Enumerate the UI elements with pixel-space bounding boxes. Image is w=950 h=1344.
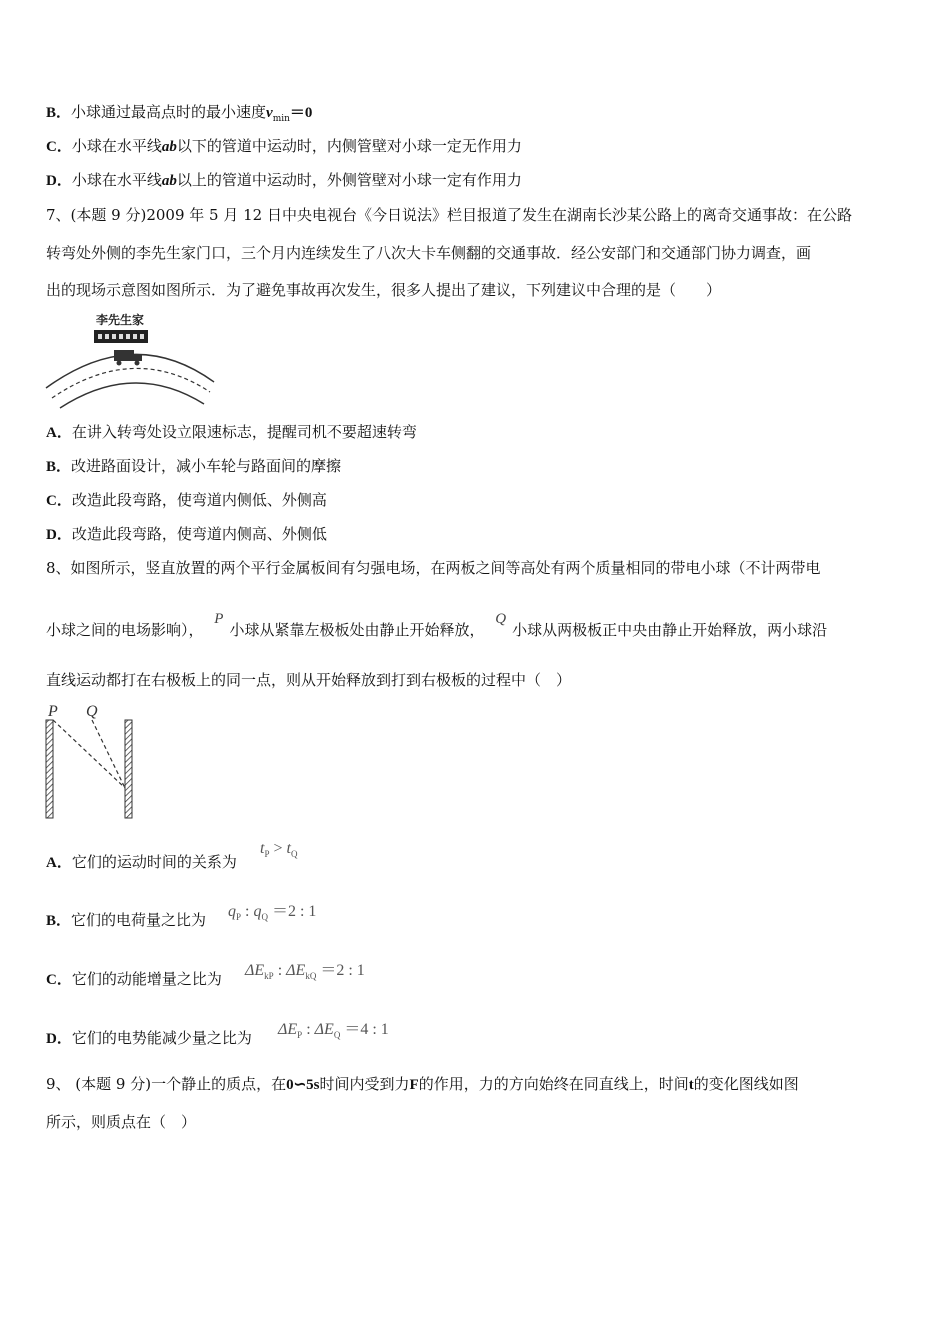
q6-option-b [46,102,312,125]
option-key: B． [46,105,72,121]
option-text: 改造此段弯路，使弯道内侧高、外侧低 [71,525,327,543]
figure-label-li-house: 李先生家 [96,313,145,327]
option-text: 小球通过最高点时的最小速度 [71,103,267,121]
math-sub: Q [261,912,268,922]
q8-option-a-formula [260,840,297,858]
left-plate [46,720,53,818]
stem-range: 0∽5s [286,1077,320,1093]
stem-text: 小球之间的电场影响）， [46,621,204,639]
math-op: : [273,962,287,979]
q7-option-b [46,456,341,477]
math-sub: P [264,849,270,859]
option-key: B． [46,459,72,475]
q9-stem-line-1 [46,1074,799,1095]
option-key: D． [46,527,72,543]
math-var: ab [161,139,177,155]
math-var: t [260,840,265,857]
math-tail: ＝4 : 1 [344,1021,389,1038]
math-var: ΔE [245,962,265,979]
option-text: 以下的管道中运动时，内侧管壁对小球一定无作用力 [176,137,522,155]
math-var: v [266,105,273,121]
path-p [53,720,125,788]
math-sub: P [297,1030,303,1040]
math-var: ab [161,173,177,189]
option-text: 它们的电势能减少量之比为 [71,1029,252,1047]
math-p [214,611,223,627]
stem-var-t: t [688,1077,694,1093]
math-tail: ＝2 : 1 [271,903,317,920]
math-var: q [253,903,262,920]
math-var: P [214,611,224,627]
q7-option-c [46,490,327,511]
math-sub: Q [290,849,298,859]
math-tail: ＝2 : 1 [320,962,365,979]
stem-text: 时间内受到力 [319,1075,410,1093]
option-text: 在讲入转弯处设立限速标志，提醒司机不要超速转弯 [71,423,417,441]
stem-text: 的作用，力的方向始终在同直线上，时间 [418,1075,689,1093]
math-sub: min [272,114,290,124]
q8-option-d-formula [278,1016,389,1039]
stem-text: 的变化图线如图 [693,1075,799,1093]
option-key: D． [46,1031,72,1047]
math-var: q [228,903,236,920]
option-key: B． [46,913,72,929]
stem-var-f: F [409,1077,419,1093]
stem-text: 9、 (本题 9 分)一个静止的质点，在 [46,1075,287,1093]
q6-option-c [46,136,522,157]
math-sub: P [236,912,242,922]
q8-option-b-formula [228,898,316,921]
option-text: 改进路面设计，减小车轮与路面间的摩擦 [71,457,342,475]
q7-stem-line-3: 出的现场示意图如图所示．为了避免事故再次发生，很多人提出了建议，下列建议中合理的是（ ） [46,281,722,299]
math-op: : [302,1021,315,1038]
math-op: : [241,903,254,920]
option-key: C． [46,493,72,509]
q8-option-c [46,969,222,990]
q8-stem-line-2 [46,611,828,641]
option-text: 小球在水平线 [71,137,162,155]
q8-option-b [46,910,206,931]
parallel-plates-figure [40,700,150,822]
fig-label-p: P [48,703,58,720]
q8-option-c-formula [245,957,365,980]
math-sub: Q [333,1030,341,1040]
math-var: ΔE [278,1021,298,1038]
q7-option-a [46,422,417,443]
option-text: 以上的管道中运动时，外侧管壁对小球一定有作用力 [176,171,522,189]
math-var: ΔE [314,1021,334,1038]
math-var: ΔE [286,962,306,979]
option-key: C． [46,139,72,155]
math-var: Q [495,611,507,627]
q7-stem-line-1: 7、(本题 9 分)2009 年 5 月 12 日中央电视台《今日说法》栏目报道了发生在湖南长沙某公路上的离奇交通事故：在公路 [46,206,852,224]
q7-option-d [46,524,327,545]
road-inner-edge [60,383,204,408]
truck-icon [114,350,142,366]
math-sub: kP [264,971,274,981]
q7-stem-line-2: 转弯处外侧的李先生家门口，三个月内连续发生了八次大卡车侧翻的交通事故．经公安部门和交通部门协力调查，画 [46,244,812,262]
q8-stem-line-3: 直线运动都打在右极板上的同一点，则从开始释放到打到右极板的过程中（ ） [46,671,572,689]
path-q [92,720,125,788]
math-op: > [269,840,287,857]
stem-text: 小球从两极板正中央由静止开始释放，两小球沿 [512,621,828,639]
option-key: C． [46,972,72,988]
q8-option-a [46,852,237,873]
math-var: t [286,840,291,857]
option-text: 改造此段弯路，使弯道内侧低、外侧高 [71,491,327,509]
stem-text: 小球从紧靠左极板处由静止开始释放， [229,621,485,639]
right-plate [125,720,132,818]
option-text: ＝0 [289,105,313,121]
option-text: 它们的运动时间的关系为 [71,853,237,871]
option-key: A． [46,855,72,871]
option-text: 小球在水平线 [71,171,162,189]
option-text: 它们的电荷量之比为 [71,911,207,929]
q9-stem-line-2: 所示，则质点在（ ） [46,1113,197,1131]
option-text: 它们的动能增量之比为 [71,970,222,988]
option-key: A． [46,425,72,441]
math-sub: kQ [305,971,317,981]
road-curve-figure [44,310,216,410]
q8-stem-line-1: 8、如图所示，竖直放置的两个平行金属板间有匀强电场，在两板之间等高处有两个质量相同的带电小球（不计两带电 [46,559,821,577]
math-q [495,611,506,627]
q6-option-d [46,170,522,191]
q8-option-d [46,1028,252,1049]
option-key: D． [46,173,72,189]
fig-label-q: Q [86,703,98,720]
